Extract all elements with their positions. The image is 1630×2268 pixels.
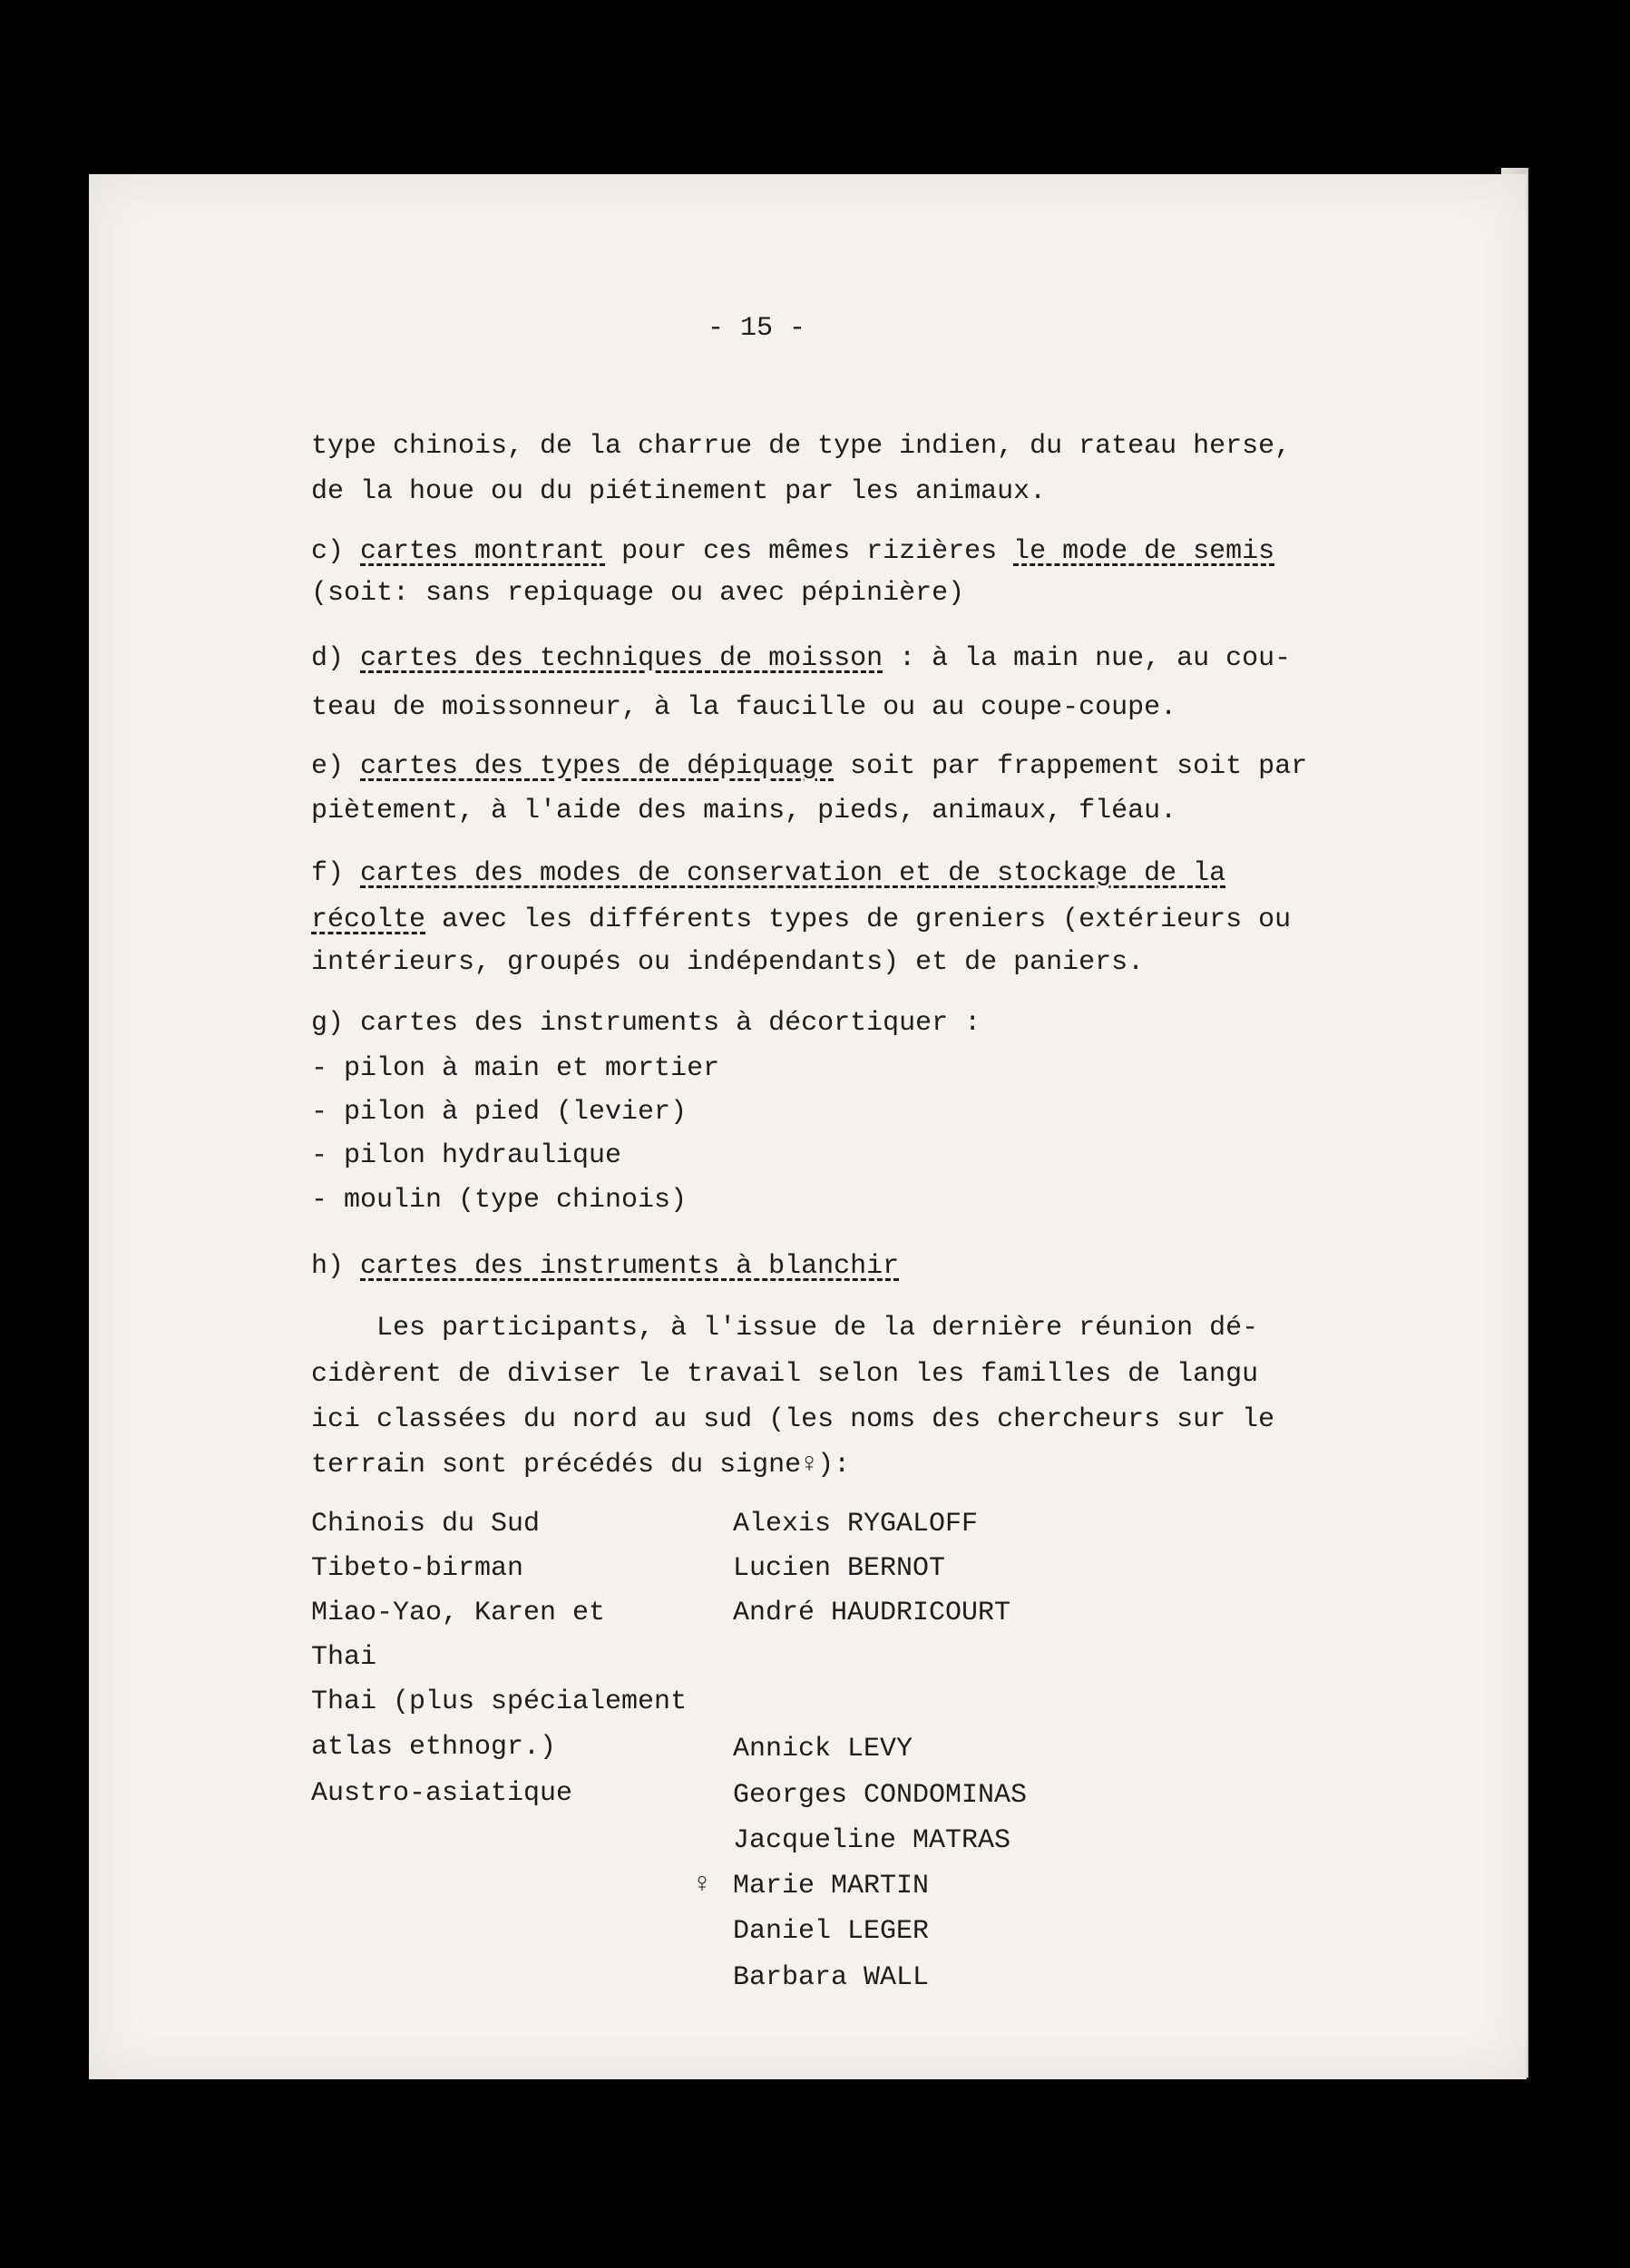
item-d-rest: : à la main nue, au cou- <box>883 643 1292 674</box>
item-g-bullet-3: - pilon hydraulique <box>311 1140 622 1171</box>
item-g-title: g) cartes des instruments à décortiquer : <box>311 1008 981 1039</box>
researcher-name: Annick LEVY <box>733 1734 913 1765</box>
item-d-line-2: teau de moissonneur, à la faucille ou au coupe-coupe. <box>311 692 1177 723</box>
item-f-line-1 <box>311 857 1225 890</box>
language-family: Austro-asiatique <box>311 1778 573 1809</box>
item-d-prefix: d) <box>311 643 361 674</box>
paragraph-line-2: cidèrent de diviser le travail selon les familles de langu <box>311 1359 1259 1390</box>
researcher-name: Daniel LEGER <box>733 1916 930 1947</box>
intro-line-1: type chinois, de la charrue de type indien, du rateau herse, <box>311 431 1292 462</box>
item-h-prefix: h) <box>311 1251 361 1282</box>
item-d-underlined: cartes des techniques de moisson <box>360 643 883 674</box>
researcher-name: Marie MARTIN <box>733 1871 930 1901</box>
language-family: Thai <box>311 1642 377 1673</box>
item-c-middle: pour ces mêmes rizières <box>605 536 1014 567</box>
researcher-name: Lucien BERNOT <box>733 1553 946 1584</box>
paragraph-line-3: ici classées du nord au sud (les noms des chercheurs sur le <box>311 1404 1275 1435</box>
language-family: Tibeto-birman <box>311 1553 524 1584</box>
language-family: Chinois du Sud <box>311 1509 541 1540</box>
item-c-underlined-1: cartes montrant <box>360 536 606 567</box>
item-f-prefix: f) <box>311 858 361 889</box>
researcher-name: Alexis RYGALOFF <box>733 1509 979 1540</box>
researcher-name: Barbara WALL <box>733 1962 930 1993</box>
item-f-underlined-2: récolte <box>311 904 426 935</box>
item-c-underlined-2: le mode de semis <box>1013 536 1275 567</box>
researcher-name: Jacqueline MATRAS <box>733 1825 1011 1856</box>
item-f-underlined-1: cartes des modes de conservation et de stockage de la <box>360 858 1226 889</box>
language-family: atlas ethnogr.) <box>311 1732 557 1763</box>
item-h-underlined: cartes des instruments à blanchir <box>360 1251 900 1282</box>
item-f-line-2 <box>311 904 1291 936</box>
item-f-rest: avec les différents types de greniers (extérieurs ou <box>425 904 1292 935</box>
item-e-underlined: cartes des types de dépiquage <box>360 751 835 782</box>
field-researcher-mark: ♀ <box>694 1870 711 1901</box>
item-c-prefix: c) <box>311 536 361 567</box>
paragraph-line-4: terrain sont précédés du signe♀): <box>311 1450 851 1481</box>
item-d-line-1 <box>311 642 1291 675</box>
item-e-rest: soit par frappement soit par <box>834 751 1308 782</box>
item-g-bullet-1: - pilon à main et mortier <box>311 1053 720 1084</box>
item-e-line-2: piètement, à l'aide des mains, pieds, animaux, fléau. <box>311 796 1177 826</box>
item-g-bullet-4: - moulin (type chinois) <box>311 1185 688 1216</box>
item-h-line <box>311 1250 899 1283</box>
researcher-name: Georges CONDOMINAS <box>733 1780 1028 1811</box>
item-c-line-2: (soit: sans repiquage ou avec pépinière) <box>311 578 965 609</box>
item-g-bullet-2: - pilon à pied (levier) <box>311 1097 688 1128</box>
paragraph-line-1: Les participants, à l'issue de la dernière réunion dé- <box>311 1313 1259 1344</box>
language-family: Miao-Yao, Karen et <box>311 1598 606 1628</box>
item-e-line-1 <box>311 750 1307 783</box>
item-e-prefix: e) <box>311 751 361 782</box>
item-c-line-1 <box>311 535 1274 568</box>
intro-line-2: de la houe ou du piétinement par les animaux. <box>311 476 1047 507</box>
item-f-line-3: intérieurs, groupés ou indépendants) et de paniers. <box>311 947 1145 978</box>
language-family: Thai (plus spécialement <box>311 1686 688 1717</box>
page-number: - 15 - <box>708 313 806 344</box>
researcher-name: André HAUDRICOURT <box>733 1598 1011 1628</box>
